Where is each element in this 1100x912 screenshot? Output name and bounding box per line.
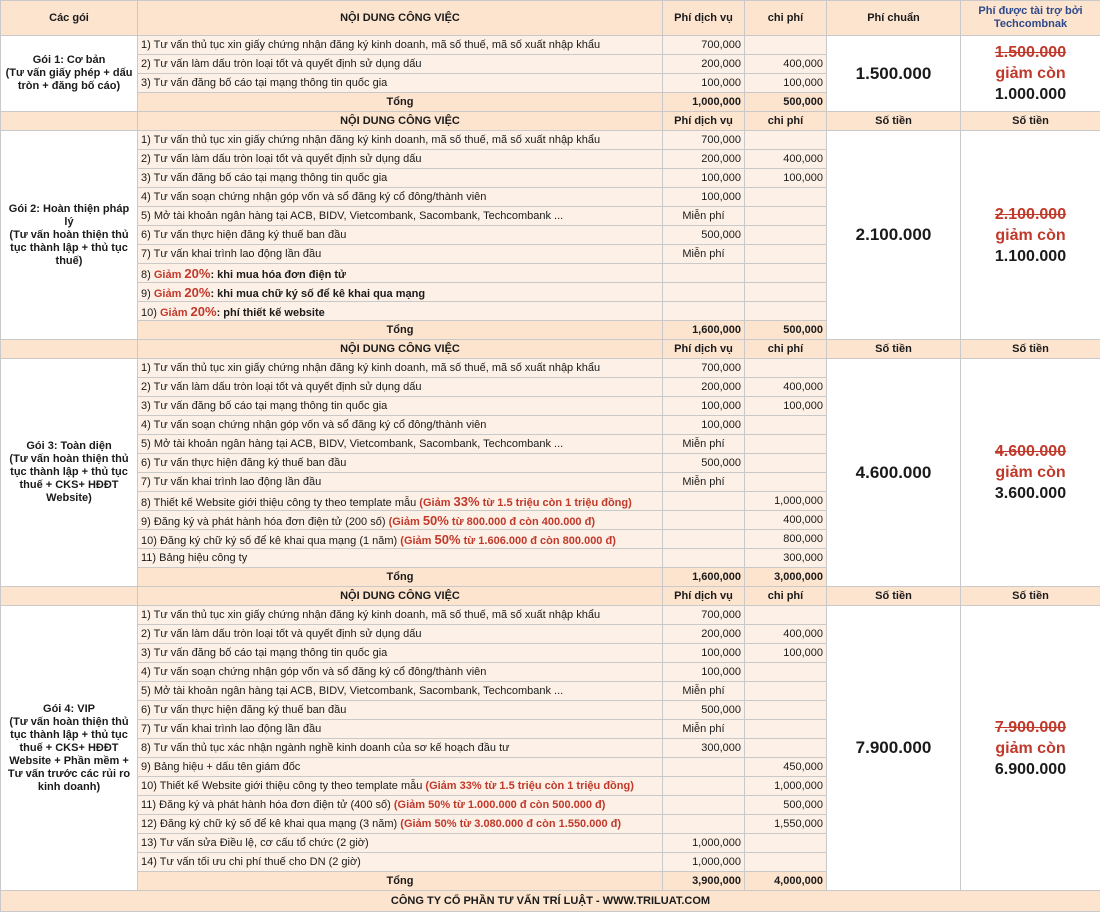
service-item: 8) Tư vấn thủ tục xác nhận ngành nghề kinh doanh của sơ kế hoạch đầu tư	[138, 739, 663, 758]
cost-cell	[745, 663, 827, 682]
service-item: 5) Mở tài khoản ngân hàng tại ACB, BIDV, Vietcombank, Sacombank, Techcombank ...	[138, 207, 663, 226]
total-label: Tổng	[138, 321, 663, 340]
discount-note: từ 1.5 triệu còn 1 triệu đồng)	[480, 497, 632, 509]
service-item: 2) Tư vấn làm dấu tròn loại tốt và quyết định sử dụng dấu	[138, 55, 663, 74]
service-fee-cell: 500,000	[663, 454, 745, 473]
old-price: 2.100.000	[964, 204, 1097, 225]
service-fee-cell: 500,000	[663, 701, 745, 720]
total-label: Tổng	[138, 568, 663, 587]
service-item: 10) Thiết kế Website giới thiệu công ty theo template mẫu (Giảm 33% từ 1.5 triệu còn 1 triệu đồng)	[138, 777, 663, 796]
service-item: 8) Thiết kế Website giới thiệu công ty theo template mẫu (Giảm 33% từ 1.5 triệu còn 1 triệu đồng)	[138, 492, 663, 511]
service-fee-cell: 300,000	[663, 739, 745, 758]
service-item: 9) Bảng hiệu + dấu tên giám đốc	[138, 758, 663, 777]
service-fee-cell: 700,000	[663, 606, 745, 625]
section-header-cost: chi phí	[745, 112, 827, 131]
old-price: 7.900.000	[964, 717, 1097, 738]
old-price: 4.600.000	[964, 441, 1097, 462]
service-item: 3) Tư vấn đăng bố cáo tại mạng thông tin quốc gia	[138, 644, 663, 663]
service-item: 13) Tư vấn sửa Điều lệ, cơ cấu tổ chức (2 giờ)	[138, 834, 663, 853]
total-label: Tổng	[138, 872, 663, 891]
cost-cell	[745, 359, 827, 378]
discount-percent: 50%	[423, 513, 449, 528]
discount-label: giảm còn	[964, 462, 1097, 483]
standard-price-4: 7.900.000	[827, 606, 961, 891]
service-fee-cell: 200,000	[663, 55, 745, 74]
cost-cell: 400,000	[745, 150, 827, 169]
cost-cell	[745, 701, 827, 720]
package-name-2: Gói 2: Hoàn thiện pháp lý (Tư vấn hoàn thiện thủ tục thành lập + thủ tục thuế)	[1, 131, 138, 340]
service-item: 11) Bảng hiệu công ty	[138, 549, 663, 568]
service-item: 6) Tư vấn thực hiện đăng ký thuế ban đầu	[138, 701, 663, 720]
company-footer: CÔNG TY CỔ PHẦN TƯ VẤN TRÍ LUẬT - WWW.TRILUAT.COM	[1, 891, 1100, 912]
service-fee-cell: Miễn phí	[663, 720, 745, 739]
service-fee-cell: Miễn phí	[663, 245, 745, 264]
service-item: 5) Mở tài khoản ngân hàng tại ACB, BIDV, Vietcombank, Sacombank, Techcombank ...	[138, 435, 663, 454]
header-package: Các gói	[1, 1, 138, 36]
header-sponsored-fee: Phí được tài trợ bởi Techcombnak	[961, 1, 1100, 36]
cost-cell: 500,000	[745, 796, 827, 815]
service-fee-cell	[663, 264, 745, 283]
service-item: 7) Tư vấn khai trình lao động lần đầu	[138, 720, 663, 739]
service-fee-cell: 100,000	[663, 416, 745, 435]
cost-cell	[745, 188, 827, 207]
cost-cell: 1,550,000	[745, 815, 827, 834]
cost-cell	[745, 226, 827, 245]
cost-cell	[745, 834, 827, 853]
discount-percent: 50%	[435, 532, 461, 547]
section-header-blank	[1, 587, 138, 606]
discount-percent: 33%	[454, 494, 480, 509]
service-item: 1) Tư vấn thủ tục xin giấy chứng nhận đăng ký kinh doanh, mã số thuế, mã số xuất nhập khẩu	[138, 36, 663, 55]
cost-cell: 400,000	[745, 55, 827, 74]
service-fee-cell: 100,000	[663, 397, 745, 416]
new-price: 1.000.000	[964, 84, 1097, 105]
total-label: Tổng	[138, 93, 663, 112]
service-item: 4) Tư vấn soạn chứng nhận góp vốn và sổ đăng ký cổ đông/thành viên	[138, 416, 663, 435]
discount-note: Giảm	[154, 269, 185, 281]
package-name-3: Gói 3: Toàn diện (Tư vấn hoàn thiện thủ tục thành lập + thủ tục thuế + CKS+ HĐĐT Website)	[1, 359, 138, 587]
service-fee-cell: 500,000	[663, 226, 745, 245]
sponsored-price-2	[961, 131, 1100, 340]
header-standard-fee: Phí chuẩn	[827, 1, 961, 36]
service-fee-cell: 1,000,000	[663, 853, 745, 872]
service-fee-cell: 1,000,000	[663, 834, 745, 853]
cost-cell	[745, 682, 827, 701]
cost-cell	[745, 853, 827, 872]
section-header-row	[1, 112, 1100, 131]
section-header-blank	[1, 340, 138, 359]
discount-note: (Giảm	[400, 535, 434, 547]
service-item: 9) Đăng ký và phát hành hóa đơn điện tử (200 số) (Giảm 50% từ 800.000 đ còn 400.000 đ)	[138, 511, 663, 530]
section-header-amount: Số tiền	[827, 587, 961, 606]
cost-cell	[745, 264, 827, 283]
table-row	[1, 606, 1100, 625]
service-item: 7) Tư vấn khai trình lao động lần đầu	[138, 473, 663, 492]
total-service-fee: 1,600,000	[663, 321, 745, 340]
discount-note: (Giảm 33% từ 1.5 triệu còn 1 triệu đồng)	[425, 780, 633, 792]
section-header-row	[1, 340, 1100, 359]
service-fee-cell: 100,000	[663, 169, 745, 188]
service-fee-cell: 100,000	[663, 644, 745, 663]
section-header-service-fee: Phí dịch vụ	[663, 340, 745, 359]
section-header-sponsored-amount: Số tiền	[961, 587, 1100, 606]
table-row	[1, 131, 1100, 150]
new-price: 3.600.000	[964, 483, 1097, 504]
standard-price-3: 4.600.000	[827, 359, 961, 587]
total-cost: 500,000	[745, 321, 827, 340]
service-item: 10) Đăng ký chữ ký số để kê khai qua mạng (1 năm) (Giảm 50% từ 1.606.000 đ còn 800.000 đ)	[138, 530, 663, 549]
service-item: 8) Giảm 20%: khi mua hóa đơn điện tử	[138, 264, 663, 283]
cost-cell	[745, 473, 827, 492]
table-header-row	[1, 1, 1100, 36]
cost-cell: 300,000	[745, 549, 827, 568]
new-price: 1.100.000	[964, 246, 1097, 267]
cost-cell: 100,000	[745, 644, 827, 663]
service-fee-cell: 200,000	[663, 150, 745, 169]
cost-cell	[745, 283, 827, 302]
discount-percent: 20%	[184, 285, 210, 300]
discount-note: từ 1.606.000 đ còn 800.000 đ)	[461, 535, 616, 547]
cost-cell	[745, 36, 827, 55]
cost-cell: 400,000	[745, 625, 827, 644]
service-fee-cell	[663, 302, 745, 321]
cost-cell	[745, 454, 827, 473]
cost-cell: 400,000	[745, 378, 827, 397]
cost-cell	[745, 739, 827, 758]
service-item: 1) Tư vấn thủ tục xin giấy chứng nhận đăng ký kinh doanh, mã số thuế, mã số xuất nhập khẩu	[138, 131, 663, 150]
discount-note: (Giảm 50% từ 1.000.000 đ còn 500.000 đ)	[394, 799, 606, 811]
service-fee-cell: Miễn phí	[663, 473, 745, 492]
service-fee-cell: 100,000	[663, 74, 745, 93]
package-name-4: Gói 4: VIP (Tư vấn hoàn thiện thủ tục thành lập + thủ tục thuế + CKS+ HĐĐT Website + Phần mềm + Tư vấn trước các rủi ro kinh doanh)	[1, 606, 138, 891]
service-item: 9) Giảm 20%: khi mua chữ ký số để kê khai qua mạng	[138, 283, 663, 302]
section-header-content: NỘI DUNG CÔNG VIỆC	[138, 112, 663, 131]
cost-cell: 1,000,000	[745, 777, 827, 796]
section-header-cost: chi phí	[745, 340, 827, 359]
cost-cell	[745, 720, 827, 739]
service-item: 1) Tư vấn thủ tục xin giấy chứng nhận đăng ký kinh doanh, mã số thuế, mã số xuất nhập khẩu	[138, 359, 663, 378]
discount-note: (Giảm	[389, 516, 423, 528]
service-item: 2) Tư vấn làm dấu tròn loại tốt và quyết định sử dụng dấu	[138, 378, 663, 397]
service-fee-cell	[663, 530, 745, 549]
cost-cell: 1,000,000	[745, 492, 827, 511]
service-item: 7) Tư vấn khai trình lao động lần đầu	[138, 245, 663, 264]
section-header-row	[1, 587, 1100, 606]
standard-price-2: 2.100.000	[827, 131, 961, 340]
service-item: 4) Tư vấn soạn chứng nhận góp vốn và sổ đăng ký cổ đông/thành viên	[138, 188, 663, 207]
package-name-1: Gói 1: Cơ bản (Tư vấn giấy phép + dấu tròn + đăng bố cáo)	[1, 36, 138, 112]
section-header-blank	[1, 112, 138, 131]
footer-row	[1, 891, 1100, 912]
service-fee-cell: 200,000	[663, 378, 745, 397]
service-item: 1) Tư vấn thủ tục xin giấy chứng nhận đăng ký kinh doanh, mã số thuế, mã số xuất nhập khẩu	[138, 606, 663, 625]
service-item: 12) Đăng ký chữ ký số để kê khai qua mạng (3 năm) (Giảm 50% từ 3.080.000 đ còn 1.550.000 đ)	[138, 815, 663, 834]
old-price: 1.500.000	[964, 42, 1097, 63]
section-header-sponsored-amount: Số tiền	[961, 340, 1100, 359]
service-item: 6) Tư vấn thực hiện đăng ký thuế ban đầu	[138, 226, 663, 245]
discount-label: giảm còn	[964, 63, 1097, 84]
total-cost: 3,000,000	[745, 568, 827, 587]
service-fee-cell: Miễn phí	[663, 682, 745, 701]
cost-cell: 100,000	[745, 397, 827, 416]
discount-note: từ 800.000 đ còn 400.000 đ)	[449, 516, 595, 528]
total-service-fee: 3,900,000	[663, 872, 745, 891]
section-header-sponsored-amount: Số tiền	[961, 112, 1100, 131]
cost-cell: 800,000	[745, 530, 827, 549]
discount-note: (Giảm 50% từ 3.080.000 đ còn 1.550.000 đ)	[400, 818, 621, 830]
service-item: 11) Đăng ký và phát hành hóa đơn điện tử (400 số) (Giảm 50% từ 1.000.000 đ còn 500.000 đ)	[138, 796, 663, 815]
header-service-fee: Phí dịch vụ	[663, 1, 745, 36]
section-header-content: NỘI DUNG CÔNG VIỆC	[138, 587, 663, 606]
section-header-amount: Số tiền	[827, 112, 961, 131]
cost-cell: 100,000	[745, 74, 827, 93]
discount-label: giảm còn	[964, 225, 1097, 246]
service-item: 2) Tư vấn làm dấu tròn loại tốt và quyết định sử dụng dấu	[138, 625, 663, 644]
service-fee-cell: 700,000	[663, 36, 745, 55]
discount-description: : khi mua hóa đơn điện tử	[210, 269, 346, 281]
service-fee-cell: 100,000	[663, 663, 745, 682]
total-service-fee: 1,600,000	[663, 568, 745, 587]
new-price: 6.900.000	[964, 759, 1097, 780]
service-fee-cell	[663, 815, 745, 834]
service-item: 2) Tư vấn làm dấu tròn loại tốt và quyết định sử dụng dấu	[138, 150, 663, 169]
cost-cell	[745, 435, 827, 454]
section-header-amount: Số tiền	[827, 340, 961, 359]
table-row	[1, 359, 1100, 378]
sponsored-price-3	[961, 359, 1100, 587]
section-header-content: NỘI DUNG CÔNG VIỆC	[138, 340, 663, 359]
service-item: 3) Tư vấn đăng bố cáo tại mạng thông tin quốc gia	[138, 74, 663, 93]
header-content: NỘI DUNG CÔNG VIỆC	[138, 1, 663, 36]
service-fee-cell	[663, 777, 745, 796]
service-item: 3) Tư vấn đăng bố cáo tại mạng thông tin quốc gia	[138, 397, 663, 416]
service-fee-cell: 100,000	[663, 188, 745, 207]
service-fee-cell	[663, 796, 745, 815]
service-fee-cell	[663, 492, 745, 511]
cost-cell	[745, 245, 827, 264]
service-fee-cell	[663, 511, 745, 530]
service-item: 3) Tư vấn đăng bố cáo tại mạng thông tin quốc gia	[138, 169, 663, 188]
sponsored-price-4	[961, 606, 1100, 891]
cost-cell	[745, 207, 827, 226]
service-fee-cell	[663, 549, 745, 568]
service-fee-cell: Miễn phí	[663, 207, 745, 226]
section-header-cost: chi phí	[745, 587, 827, 606]
total-cost: 4,000,000	[745, 872, 827, 891]
discount-label: giảm còn	[964, 738, 1097, 759]
service-item: 14) Tư vấn tối ưu chi phí thuế cho DN (2 giờ)	[138, 853, 663, 872]
header-cost: chi phí	[745, 1, 827, 36]
cost-cell: 100,000	[745, 169, 827, 188]
cost-cell	[745, 416, 827, 435]
table-row	[1, 36, 1100, 55]
section-header-service-fee: Phí dịch vụ	[663, 587, 745, 606]
service-fee-cell	[663, 283, 745, 302]
cost-cell: 450,000	[745, 758, 827, 777]
discount-percent: 20%	[184, 266, 210, 281]
standard-price-1: 1.500.000	[827, 36, 961, 112]
discount-description: : phí thiết kế website	[217, 307, 325, 319]
service-item: 6) Tư vấn thực hiện đăng ký thuế ban đầu	[138, 454, 663, 473]
discount-percent: 20%	[191, 304, 217, 319]
total-cost: 500,000	[745, 93, 827, 112]
sponsored-price-1	[961, 36, 1100, 112]
service-item: 10) Giảm 20%: phí thiết kế website	[138, 302, 663, 321]
service-fee-cell: 200,000	[663, 625, 745, 644]
cost-cell	[745, 302, 827, 321]
discount-note: Giảm	[160, 307, 191, 319]
service-fee-cell	[663, 758, 745, 777]
discount-note: Giảm	[154, 288, 185, 300]
service-fee-cell: 700,000	[663, 359, 745, 378]
cost-cell	[745, 606, 827, 625]
service-fee-cell: 700,000	[663, 131, 745, 150]
total-service-fee: 1,000,000	[663, 93, 745, 112]
discount-description: : khi mua chữ ký số để kê khai qua mạng	[210, 288, 425, 300]
section-header-service-fee: Phí dịch vụ	[663, 112, 745, 131]
service-item: 4) Tư vấn soạn chứng nhận góp vốn và sổ đăng ký cổ đông/thành viên	[138, 663, 663, 682]
service-fee-cell: Miễn phí	[663, 435, 745, 454]
cost-cell: 400,000	[745, 511, 827, 530]
service-item: 5) Mở tài khoản ngân hàng tại ACB, BIDV, Vietcombank, Sacombank, Techcombank ...	[138, 682, 663, 701]
cost-cell	[745, 131, 827, 150]
discount-note: (Giảm	[419, 497, 453, 509]
